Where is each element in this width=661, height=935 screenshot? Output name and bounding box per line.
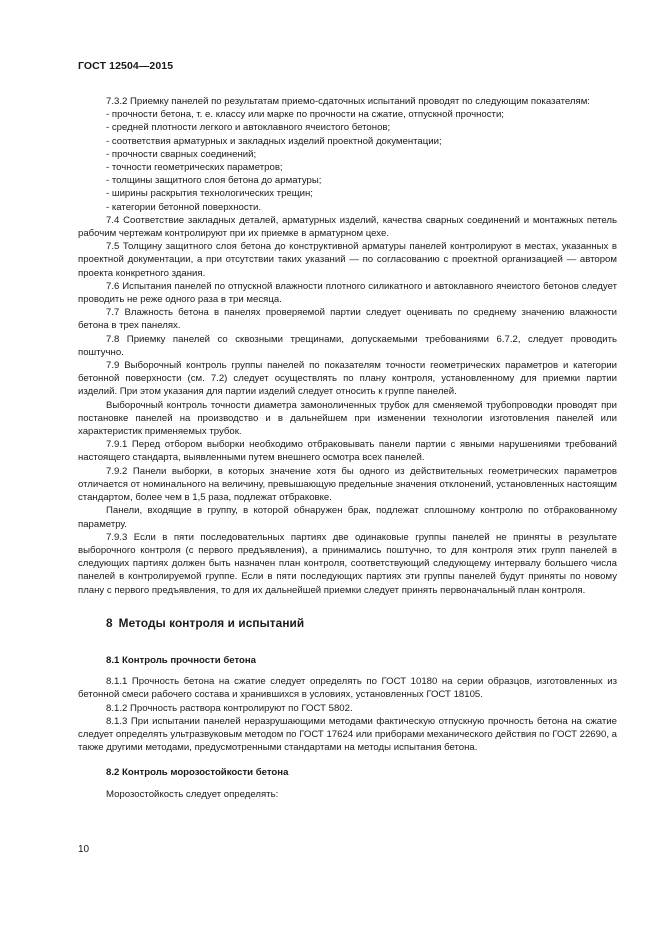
paragraph-7-4: 7.4 Соответствие закладных деталей, арматурных изделий, качества сварных соединений и монтажных петель рабочим чертежам контролируют при их приемке в арматурном цехе. bbox=[78, 214, 617, 240]
list-item: - средней плотности легкого и автоклавного ячеистого бетонов; bbox=[106, 121, 617, 134]
section-8-number: 8 bbox=[106, 615, 113, 630]
paragraph-8-2: Морозостойкость следует определять: bbox=[106, 788, 279, 800]
paragraph-7-9-b: Выборочный контроль точности диаметра замоноличенных трубок для сменяемой трубопроводки проводят при постановке панелей на производство и в дальнейшем при изменении технологии изготовления панелей или характеристик применяемых трубок. bbox=[78, 399, 617, 438]
paragraph-7-9: 7.9 Выборочный контроль группы панелей по показателям точности геометрических параметров и категории бетонной поверхности (см. 7.2) следует осуществлять по плану контроля, установленному для приемки партии изделий. При этом указания для партии изделий следует относить к группе панелей. bbox=[78, 360, 617, 398]
paragraph-7-8: 7.8 Приемку панелей со сквозными трещинами, допускаемыми требованиями 6.7.2, следует проводить поштучно. bbox=[78, 333, 617, 358]
paragraph-7-9-1: 7.9.1 Перед отбором выборки необходимо отбраковывать панели партии с явными нарушениями требований настоящего стандарта, выявленными путем внешнего осмотра всех панелей. bbox=[78, 439, 617, 464]
document-code-header: ГОСТ 12504—2015 bbox=[78, 60, 174, 72]
section-8-title: Методы контроля и испытаний bbox=[118, 615, 305, 630]
paragraph-7-5: 7.5 Толщину защитного слоя бетона до конструктивной арматуры панелей контролируют в местах, указанных в проектной документации, а при отсутствии таких указаний — по согласованию с проектной организацией — автором проекта конкретного здания. bbox=[78, 241, 617, 279]
subsection-8-1-heading: 8.1 Контроль прочности бетона bbox=[106, 654, 257, 666]
page-number: 10 bbox=[78, 844, 90, 855]
list-item: - категории бетонной поверхности. bbox=[106, 201, 617, 214]
list-item: - прочности сварных соединений; bbox=[106, 148, 617, 161]
list-item: - толщины защитного слоя бетона до арматуры; bbox=[106, 174, 617, 187]
list-item: - точности геометрических параметров; bbox=[106, 161, 617, 174]
paragraph-7-6: 7.6 Испытания панелей по отпускной влажности плотного силикатного и автоклавного ячеистого бетонов следует проводить не реже одного раза в три месяца. bbox=[78, 280, 617, 306]
paragraph-7-7: 7.7 Влажность бетона в панелях проверяемой партии следует оценивать по среднему значению влажности бетона в трех панелях. bbox=[78, 307, 617, 332]
paragraph-7-9-2-b: Панели, входящие в группу, в которой обнаружен брак, подлежат сплошному контролю по отбракованному параметру. bbox=[78, 505, 617, 530]
list-item: - соответствия арматурных и закладных изделий проектной документации; bbox=[106, 135, 617, 148]
paragraph-7-3-2: 7.3.2 Приемку панелей по результатам приемо-сдаточных испытаний проводят по следующим показателям: bbox=[106, 96, 590, 107]
list-7-3-2 bbox=[78, 108, 617, 214]
paragraph-7-9-3: 7.9.3 Если в пяти последовательных партиях две одинаковые группы панелей не приняты в результате выборочного контроля (с первого предъявления), а принимались поштучно, то для контроля этих групп панелей в следующих партиях должен быть назначен план контроля, соответствующий следующему интервалу большего числа панелей в контролируемой группе. Если в пяти последующих партиях эти группы панелей будут приняты по новому плану с первого предъявления, то для их дальнейшей приемки следует принять первоначальный план контроля. bbox=[78, 531, 617, 596]
paragraph-7-9-2: 7.9.2 Панели выборки, в которых значение хотя бы одного из действительных геометрических параметров отличается от номинального на величину, превышающую предельные значения отклонений, установленных настоящим стандартом, более чем в 1,5 раза, подлежат отбраковке. bbox=[78, 465, 617, 504]
list-item: - ширины раскрытия технологических трещин; bbox=[106, 187, 617, 200]
list-item: - прочности бетона, т. е. классу или марке по прочности на сжатие, отпускной прочности; bbox=[106, 108, 617, 121]
document-body bbox=[78, 95, 617, 801]
paragraph-8-1-2: 8.1.2 Прочность раствора контролируют по ГОСТ 5802. bbox=[106, 702, 353, 714]
paragraph-8-1-1: 8.1.1 Прочность бетона на сжатие следует определять по ГОСТ 10180 на серии образцов, изготовленных из бетонной смеси рабочего состава и хранившихся в условиях, установленных ГОСТ 18105. bbox=[78, 676, 617, 701]
paragraph-8-1-3: 8.1.3 При испытании панелей неразрушающими методами фактическую отпускную прочность бетона на сжатие следует определять ультразвуковым методом по ГОСТ 17624 или приборами механического действия по ГОСТ 22690, а также другими методами, предусмотренными стандартами на методы испытания бетона. bbox=[78, 715, 617, 754]
section-8-heading bbox=[106, 617, 617, 630]
subsection-8-2-heading: 8.2 Контроль морозостойкости бетона bbox=[106, 767, 289, 779]
